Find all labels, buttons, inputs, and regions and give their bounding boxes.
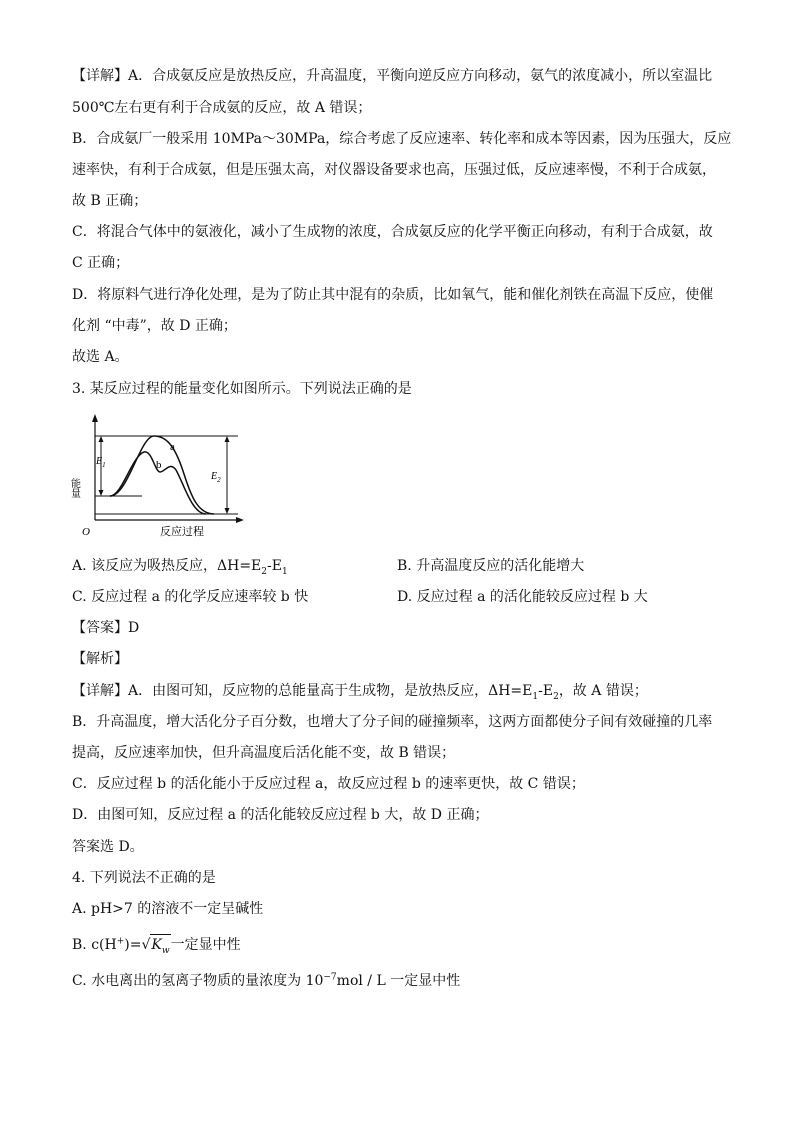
q2-detail-line-3: B．合成氨厂一般采用 10MPa～30MPa，综合考虑了反应速率、转化率和成本等因素，因为压强大，反应: [72, 131, 732, 147]
q2-conclusion: 故选 A。: [72, 349, 129, 365]
q4-option-b: B. $c(H^+)=√K_w$一定显中性: [72, 934, 241, 955]
q3-stem: 3. 某反应过程的能量变化如图所示。下列说法正确的是: [72, 381, 412, 397]
origin-label: O: [82, 526, 90, 538]
q2-detail-line-7: C 正确；: [72, 255, 130, 271]
q4-option-a: A. pH>7 的溶液不一定呈碱性: [72, 901, 264, 917]
x-axis-arrow: [236, 517, 244, 523]
q3-analysis-heading: 【解析】: [72, 651, 128, 667]
e1-label: $E_1$: [96, 456, 106, 469]
q2-detail-line-6: C．将混合气体中的氨液化，减小了生成物的浓度，合成氨反应的化学平衡正向移动，有利于合成氨，故: [72, 224, 713, 240]
kw-radicand: $K_w$: [150, 934, 170, 955]
q2-detail-line-1: 【详解】A．合成氨反应是放热反应，升高温度，平衡向逆反应方向移动，氨气的浓度减小，所以室温比: [72, 68, 713, 84]
q3-detail-line-2: B．升高温度，增大活化分子百分数，也增大了分子间的碰撞频率，这两方面都使分子间有效碰撞的几率: [72, 714, 713, 730]
q3-option-d: D. 反应过程 a 的活化能较反应过程 b 大: [397, 589, 648, 605]
q3-conclusion: 答案选 D。: [72, 839, 144, 855]
q2-detail-line-4: 速率快，有利于合成氨，但是压强太高，对仪器设备要求也高，压强过低，反应速率慢，不利于合成氨，: [72, 162, 716, 178]
curve-a: [110, 436, 214, 514]
sqrt-icon: √: [141, 937, 151, 953]
q3-option-c: C. 反应过程 a 的化学反应速率较 b 快: [72, 589, 309, 605]
q3-option-b: B. 升高温度反应的活化能增大: [397, 558, 585, 574]
q2-detail-line-8: D．将原料气进行净化处理，是为了防止其中混有的杂质，比如氧气，能和催化剂铁在高温下反应，使催: [72, 287, 714, 303]
q4-stem: 4. 下列说法不正确的是: [72, 870, 216, 886]
y-axis-arrow: [92, 414, 98, 422]
q3-detail-line-5: D．由图可知，反应过程 a 的活化能较反应过程 b 大，故 D 正确；: [72, 807, 489, 823]
q3-detail-line-3: 提高，反应速率加快，但升高温度后活化能不变，故 B 错误；: [72, 745, 456, 761]
q4-option-c: C. 水电离出的氢离子物质的量浓度为 $10^{-7}mol$ / L 一定显中性: [72, 972, 461, 989]
q2-detail-line-9: 化剂 “中毒”，故 D 正确；: [72, 318, 237, 334]
x-axis-label: 反应过程: [160, 525, 204, 538]
q2-detail-line-2: 500℃左右更有利于合成氨的反应，故 A 错误；: [72, 100, 372, 116]
curve-a-label: a: [170, 441, 175, 453]
energy-diagram: [68, 414, 248, 540]
e2-label: $E_2$: [211, 471, 221, 484]
curve-b-label: b: [156, 459, 162, 471]
q3-detail-line-1: 【详解】A．由图可知，反应物的总能量高于生成物，是放热反应，$\Delta H=E_1-E_2$，故 A 错误；: [72, 683, 648, 702]
q3-detail-line-4: C．反应过程 b 的活化能小于反应过程 a，故反应过程 b 的速率更快，故 C 错误；: [72, 776, 585, 792]
q3-option-a: A. 该反应为吸热反应，$\Delta H=E_2-E_1$: [72, 558, 288, 577]
y-axis-label: 能量: [68, 478, 80, 498]
q3-answer: 【答案】D: [72, 620, 140, 636]
q2-detail-line-5: 故 B 正确；: [72, 193, 148, 209]
